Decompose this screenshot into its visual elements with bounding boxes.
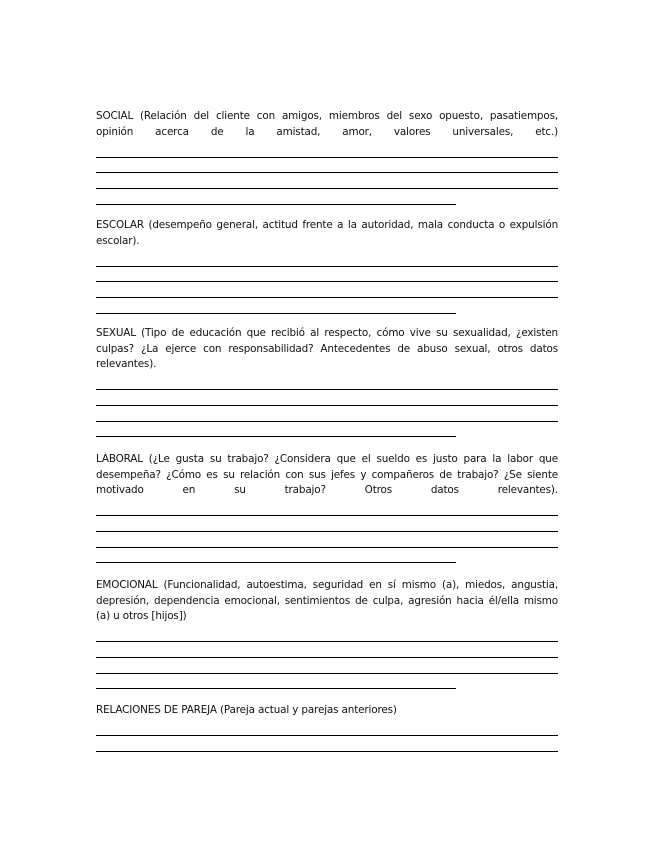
- answer-line[interactable]: [96, 390, 558, 406]
- section-emocional-answer-lines[interactable]: [96, 627, 558, 689]
- section-laboral-prompt: LABORAL (¿Le gusta su trabajo? ¿Considera que el sueldo es justo para la labor que desempeña? ¿Cómo es su relación con sus jefes y compañeros de trabajo? ¿Se siente motivado en su trabajo? Otros datos relevantes).: [96, 453, 558, 497]
- answer-line[interactable]: [96, 627, 558, 643]
- answer-line[interactable]: [96, 658, 558, 674]
- answer-line[interactable]: [96, 173, 558, 189]
- answer-line[interactable]: [96, 736, 558, 752]
- section-sexual-prompt: SEXUAL (Tipo de educación que recibió al respecto, cómo vive su sexualidad, ¿existen culpas? ¿La ejerce con responsabilidad? Antecedentes de abuso sexual, otros datos relevantes).: [96, 327, 558, 371]
- answer-line[interactable]: [96, 422, 456, 438]
- answer-line[interactable]: [96, 267, 558, 283]
- section-escolar-answer-lines[interactable]: [96, 251, 558, 313]
- answer-line[interactable]: [96, 158, 558, 174]
- section-sexual: [96, 326, 558, 437]
- answer-line[interactable]: [96, 501, 558, 517]
- answer-line[interactable]: [96, 298, 456, 314]
- answer-line[interactable]: [96, 674, 456, 690]
- section-sexual-answer-lines[interactable]: [96, 375, 558, 437]
- answer-line[interactable]: [96, 406, 558, 422]
- section-social-prompt: SOCIAL (Relación del cliente con amigos, miembros del sexo opuesto, pasatiempos, opinión acerca de la amistad, amor, valores universales, etc.): [96, 110, 558, 138]
- answer-line[interactable]: [96, 642, 558, 658]
- section-pareja-prompt: RELACIONES DE PAREJA (Pareja actual y parejas anteriores): [96, 704, 397, 716]
- section-escolar: [96, 218, 558, 314]
- answer-line[interactable]: [96, 189, 456, 205]
- answer-line[interactable]: [96, 251, 558, 267]
- section-laboral: [96, 452, 558, 563]
- answer-line[interactable]: [96, 516, 558, 532]
- answer-line[interactable]: [96, 142, 558, 158]
- section-emocional-prompt: EMOCIONAL (Funcionalidad, autoestima, seguridad en sí mismo (a), miedos, angustia, depresión, dependencia emocional, sentimientos de culpa, agresión hacia él/ella mismo (a) u otros [hijos]): [96, 579, 558, 623]
- section-social-answer-lines[interactable]: [96, 142, 558, 204]
- answer-line[interactable]: [96, 375, 558, 391]
- section-pareja: [96, 703, 558, 752]
- section-pareja-answer-lines[interactable]: [96, 721, 558, 752]
- section-escolar-prompt: ESCOLAR (desempeño general, actitud frente a la autoridad, mala conducta o expulsión escolar).: [96, 219, 558, 247]
- answer-line[interactable]: [96, 548, 456, 564]
- answer-line[interactable]: [96, 532, 558, 548]
- section-laboral-answer-lines[interactable]: [96, 501, 558, 563]
- answer-line[interactable]: [96, 282, 558, 298]
- answer-line[interactable]: [96, 721, 558, 737]
- section-emocional: [96, 578, 558, 689]
- section-social: [96, 109, 558, 205]
